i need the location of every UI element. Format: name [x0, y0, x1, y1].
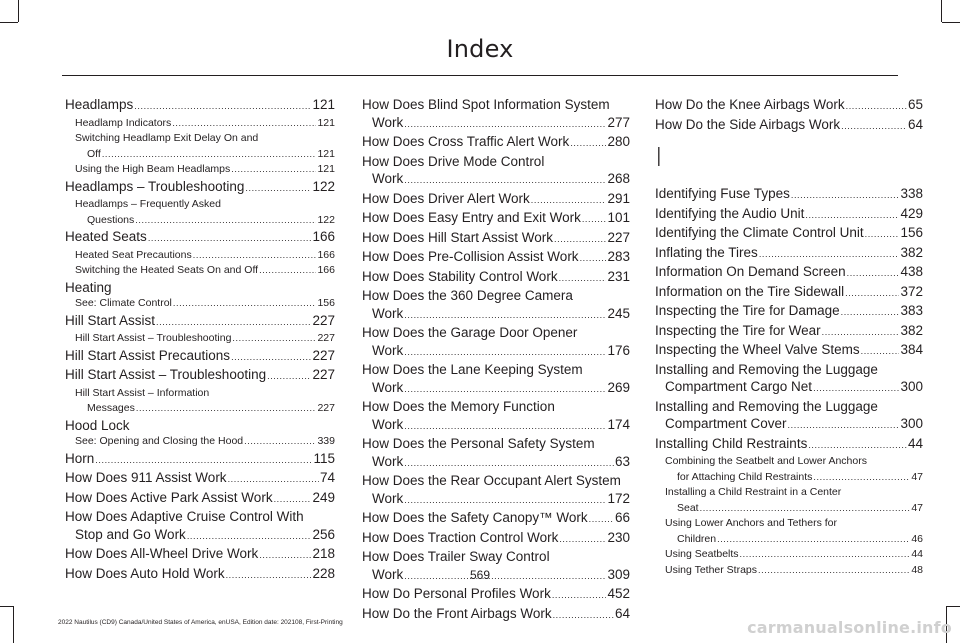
page-reference[interactable]: 291 — [607, 190, 630, 206]
index-entry[interactable] — [362, 229, 630, 249]
index-entry[interactable] — [65, 526, 335, 546]
index-subentry[interactable] — [65, 331, 335, 347]
index-entry-label: How Does Drive Mode Control — [362, 153, 545, 169]
index-subentry[interactable] — [655, 501, 923, 517]
index-entry[interactable] — [655, 415, 923, 435]
entry-text: How Does Easy Entry and Exit Work — [362, 210, 581, 225]
dot-leader — [805, 207, 899, 225]
index-entry-label: Heating — [65, 279, 112, 295]
page-reference[interactable]: 227 — [312, 347, 335, 363]
page-reference[interactable]: 156 — [317, 297, 335, 309]
page-reference[interactable]: 176 — [607, 342, 630, 358]
index-subentry-label: Hill Start Assist – Information — [75, 386, 210, 399]
page-reference[interactable]: 227 — [312, 367, 335, 382]
page-reference[interactable]: 121 — [317, 163, 335, 175]
dot-leader — [841, 304, 900, 322]
entry-text: Hill Start Assist – Troubleshooting — [65, 367, 267, 382]
entry-text: How Does 911 Assist Work — [65, 470, 227, 485]
index-subentry-label: Switching Headlamp Exit Delay On and — [75, 132, 259, 144]
dot-leader — [788, 417, 900, 435]
index-subentry[interactable] — [65, 147, 335, 163]
dot-leader — [822, 324, 900, 342]
index-entry[interactable] — [65, 178, 335, 198]
entry-text: Installing Child Restraints — [655, 435, 808, 451]
dot-leader — [156, 314, 311, 332]
index-entry-label: Installing and Removing the Luggage — [655, 398, 878, 414]
entry-text: Questions — [87, 213, 135, 226]
index-entry[interactable] — [362, 585, 630, 605]
index-entry[interactable] — [655, 378, 923, 398]
dot-leader — [172, 116, 316, 132]
index-entry[interactable] — [362, 605, 630, 625]
index-entry[interactable] — [65, 450, 335, 470]
index-entry[interactable] — [362, 209, 630, 229]
dot-leader — [404, 381, 606, 399]
entry-text: Using the High Beam Headlamps — [75, 163, 231, 175]
dot-leader — [173, 296, 317, 312]
index-subentry-label: Installing a Child Restraint in a Center — [665, 486, 842, 498]
page-reference[interactable]: 309 — [607, 566, 630, 582]
page-reference[interactable]: 228 — [312, 565, 335, 581]
page-reference[interactable]: 245 — [607, 305, 630, 321]
dot-leader — [589, 511, 614, 529]
crop-mark — [0, 606, 13, 607]
index-entry[interactable] — [362, 248, 630, 268]
entry-text: How Does All-Wheel Drive Work — [65, 546, 259, 561]
dot-leader — [193, 248, 317, 264]
dot-leader — [404, 418, 606, 436]
dot-leader — [404, 492, 606, 510]
page-reference[interactable]: 64 — [614, 605, 630, 621]
dot-leader — [404, 344, 606, 362]
entry-text: Work — [372, 379, 404, 395]
page-reference[interactable]: 268 — [607, 171, 630, 186]
dot-leader — [148, 230, 312, 248]
dot-leader — [580, 250, 607, 268]
index-subentry[interactable] — [65, 296, 335, 312]
page-reference[interactable]: 48 — [911, 563, 923, 576]
entry-text: Work — [372, 305, 404, 321]
dot-leader — [552, 587, 607, 605]
dot-leader — [228, 471, 319, 489]
entry-text: Inflating the Tires — [655, 244, 758, 260]
index-entry[interactable] — [362, 133, 630, 153]
index-entry-label: How Does the 360 Degree Camera — [362, 288, 573, 303]
page-reference[interactable]: 429 — [900, 205, 923, 221]
dot-leader — [847, 265, 900, 283]
index-entry[interactable] — [655, 205, 923, 225]
entry-text: Inspecting the Tire for Wear — [655, 322, 821, 338]
entry-text: Heated Seat Precautions — [75, 248, 192, 261]
dot-leader — [846, 98, 907, 116]
page-reference[interactable]: 122 — [312, 178, 335, 194]
index-entry[interactable] — [65, 228, 335, 248]
watermark: carmanualsonline.info — [747, 618, 952, 637]
page-reference[interactable]: 283 — [607, 249, 630, 264]
index-entry-label: How Does the Memory Function — [362, 399, 555, 414]
page-reference[interactable]: 74 — [319, 470, 335, 485]
dot-leader — [845, 285, 899, 303]
page-title: Index — [446, 35, 514, 63]
page-reference[interactable]: 65 — [907, 97, 923, 112]
page-reference[interactable]: 249 — [312, 489, 335, 505]
index-entry[interactable] — [362, 170, 630, 190]
index-entry[interactable] — [65, 469, 335, 489]
page-reference[interactable]: 101 — [607, 210, 630, 225]
header-rule — [62, 75, 898, 76]
footer-edition-info: 2022 Nautilus (CD9) Canada/United States of America, enUSA, Edition date: 202108, First-Printing — [58, 619, 343, 626]
page-reference[interactable]: 218 — [312, 546, 335, 561]
index-entry[interactable] — [362, 190, 630, 210]
dot-leader — [134, 98, 311, 116]
page-reference[interactable]: 156 — [900, 225, 923, 240]
entry-text: How Does Active Park Assist Work — [65, 489, 273, 505]
page-reference[interactable]: 66 — [614, 510, 630, 525]
page-reference[interactable]: 166 — [317, 264, 335, 276]
page-reference[interactable]: 338 — [900, 186, 923, 201]
page-reference[interactable]: 172 — [607, 490, 630, 506]
index-entry-label: How Does Adaptive Cruise Control With — [65, 509, 304, 524]
dot-leader — [404, 307, 606, 325]
index-entry-label: Installing and Removing the Luggage — [655, 361, 878, 377]
dot-leader — [865, 226, 900, 244]
entry-text: See: Climate Control — [75, 297, 172, 309]
dot-leader — [267, 368, 311, 386]
entry-text: How Does Cross Traffic Alert Work — [362, 134, 570, 149]
index-entry-label: How Does the Personal Safety System — [362, 436, 595, 451]
entry-text: Switching the Heated Seats On and Off — [75, 264, 259, 276]
page-reference[interactable]: 383 — [900, 303, 923, 318]
page-reference[interactable]: 256 — [312, 526, 335, 542]
entry-text: for Attaching Child Restraints — [677, 470, 813, 483]
index-entry[interactable] — [65, 312, 335, 332]
entry-text: Work — [372, 416, 404, 432]
index-entry[interactable] — [655, 116, 923, 136]
entry-text: Inspecting the Tire for Damage — [655, 303, 840, 318]
index-entry[interactable] — [655, 263, 923, 283]
page-reference[interactable]: 231 — [607, 268, 630, 284]
index-subentry-label: Combining the Seatbelt and Lower Anchors — [665, 455, 867, 467]
page-reference[interactable]: 382 — [900, 244, 923, 260]
index-entry[interactable] — [655, 435, 923, 455]
entry-text: Using Seatbelts — [665, 548, 739, 560]
page-reference[interactable]: 227 — [317, 402, 335, 414]
index-entry[interactable] — [362, 509, 630, 529]
index-entry[interactable] — [65, 366, 335, 386]
page-reference[interactable]: 269 — [607, 379, 630, 395]
index-subentry-label: Headlamps – Frequently Asked — [75, 198, 221, 210]
entry-text: Hill Start Assist Precautions — [65, 347, 231, 363]
dot-leader — [95, 452, 312, 470]
entry-text: Work — [372, 171, 404, 186]
index-entry-label: Hood Lock — [65, 417, 130, 433]
index-entry[interactable] — [65, 489, 335, 509]
entry-text: Headlamps – Troubleshooting — [65, 178, 245, 194]
entry-text: Information on the Tire Sidewall — [655, 283, 845, 299]
dot-leader — [259, 263, 316, 279]
entry-text: How Does Hill Start Assist Work — [362, 229, 554, 245]
page-reference[interactable]: 63 — [614, 453, 630, 469]
dot-leader — [404, 172, 606, 190]
index-subentry[interactable] — [65, 401, 335, 417]
index-entry[interactable] — [362, 114, 630, 134]
dot-leader — [582, 211, 607, 229]
crop-mark — [18, 0, 19, 22]
entry-text: Headlamp Indicators — [75, 116, 172, 129]
dot-leader — [570, 135, 606, 153]
index-subentry[interactable] — [65, 248, 335, 264]
entry-text: How Do the Front Airbags Work — [362, 605, 552, 621]
dot-leader — [554, 231, 606, 249]
index-entry[interactable] — [65, 347, 335, 367]
dot-leader — [841, 118, 907, 136]
index-entry[interactable] — [655, 96, 923, 116]
page-reference[interactable]: 300 — [900, 379, 923, 394]
page-reference[interactable]: 121 — [317, 116, 335, 129]
dot-leader — [135, 213, 316, 229]
page-reference[interactable]: 166 — [317, 248, 335, 261]
entry-text: How Do the Side Airbags Work — [655, 116, 841, 132]
entry-text: Stop and Go Work — [75, 526, 186, 542]
dot-leader — [404, 116, 606, 134]
entry-text: Identifying the Audio Unit — [655, 205, 805, 221]
index-entry[interactable] — [655, 322, 923, 342]
entry-text: Off — [87, 147, 101, 160]
crop-mark — [941, 0, 942, 22]
index-column-1 — [65, 96, 335, 584]
page-reference[interactable]: 372 — [900, 283, 923, 299]
index-subentry[interactable] — [65, 263, 335, 279]
dot-leader — [791, 187, 900, 205]
page-reference[interactable]: 384 — [900, 342, 923, 357]
entry-text: Identifying Fuse Types — [655, 186, 790, 201]
entry-text: Hill Start Assist – Troubleshooting — [75, 332, 232, 344]
crop-mark — [0, 22, 18, 23]
dot-leader — [553, 607, 614, 625]
index-entry-label: How Does Blind Spot Information System — [362, 97, 610, 112]
page-reference[interactable]: 46 — [911, 532, 923, 545]
page-reference[interactable]: 122 — [317, 213, 335, 226]
index-entry-label: How Does the Garage Door Opener — [362, 325, 578, 340]
page-reference[interactable]: 174 — [607, 416, 630, 432]
page-reference[interactable]: 339 — [317, 435, 335, 447]
index-column-3 — [655, 96, 923, 578]
page-reference[interactable]: 121 — [317, 147, 335, 160]
entry-text: How Does Pre-Collision Assist Work — [362, 249, 579, 264]
index-entry[interactable] — [362, 490, 630, 510]
page-number: 569 — [469, 568, 491, 582]
dot-leader — [531, 192, 607, 210]
index-subentry[interactable] — [65, 213, 335, 229]
dot-leader — [231, 162, 316, 178]
dot-leader — [759, 246, 900, 264]
entry-text: How Does Auto Hold Work — [65, 565, 225, 581]
index-subentry[interactable] — [655, 470, 923, 486]
entry-text: Seat — [677, 501, 699, 514]
entry-text: Inspecting the Wheel Valve Stems — [655, 342, 860, 357]
entry-text: Work — [372, 114, 404, 130]
dot-leader — [813, 470, 910, 486]
page-reference[interactable]: 227 — [312, 312, 335, 328]
index-entry-label: How Does Trailer Sway Control — [362, 549, 550, 564]
index-subentry[interactable] — [65, 162, 335, 178]
entry-text: Children — [677, 532, 717, 545]
page-reference[interactable]: 277 — [607, 114, 630, 130]
dot-leader — [740, 547, 911, 563]
entry-text: Work — [372, 342, 404, 358]
entry-text: Headlamps — [65, 97, 134, 112]
page-reference[interactable]: 44 — [911, 548, 923, 560]
dot-leader — [404, 455, 614, 473]
entry-text: How Do the Knee Airbags Work — [655, 97, 845, 112]
entry-text: Heated Seats — [65, 229, 147, 244]
dot-leader — [559, 531, 606, 549]
dot-leader — [187, 528, 312, 546]
page-reference[interactable]: 44 — [907, 435, 923, 451]
index-subentry[interactable] — [65, 434, 335, 450]
entry-text: Work — [372, 490, 404, 506]
page-reference[interactable]: 300 — [900, 416, 923, 431]
index-subentry-label: Using Lower Anchors and Tethers for — [665, 517, 837, 529]
entry-text: Using Tether Straps — [665, 563, 758, 576]
index-entry[interactable] — [362, 342, 630, 362]
page-reference[interactable]: 382 — [900, 322, 923, 338]
index-column-2 — [362, 96, 630, 624]
entry-text: Messages — [87, 402, 135, 414]
index-subentry[interactable] — [655, 547, 923, 563]
page-reference[interactable]: 121 — [312, 97, 335, 112]
entry-text: How Do Personal Profiles Work — [362, 586, 551, 601]
index-entry[interactable] — [362, 453, 630, 473]
page-reference[interactable]: 438 — [900, 264, 923, 279]
entry-text: How Does Driver Alert Work — [362, 190, 530, 206]
index-entry[interactable] — [362, 305, 630, 325]
crop-mark — [942, 22, 960, 23]
dot-leader — [231, 349, 311, 367]
page-reference[interactable]: 452 — [607, 586, 630, 601]
dot-leader — [274, 491, 312, 509]
index-entry[interactable] — [65, 96, 335, 116]
index-entry-label: How Does the Lane Keeping System — [362, 362, 583, 377]
entry-text: Work — [372, 453, 404, 469]
page-reference[interactable]: 47 — [911, 501, 923, 514]
section-letter: I — [655, 143, 663, 173]
crop-mark — [947, 606, 960, 607]
dot-leader — [808, 437, 907, 455]
entry-text: How Does Stability Control Work — [362, 268, 558, 284]
index-entry[interactable] — [655, 185, 923, 205]
index-entry[interactable] — [655, 341, 923, 361]
dot-leader — [813, 380, 899, 398]
page-reference[interactable]: 166 — [312, 229, 335, 244]
entry-text: How Does the Safety Canopy™ Work — [362, 510, 588, 525]
page-reference[interactable]: 64 — [907, 116, 923, 132]
index-entry[interactable] — [362, 268, 630, 288]
entry-text: Information On Demand Screen — [655, 264, 846, 279]
entry-text: Compartment Cargo Net — [665, 379, 813, 394]
entry-text: Hill Start Assist — [65, 312, 156, 328]
index-entry-label: How Does the Rear Occupant Alert System — [362, 473, 621, 488]
entry-text: Work — [372, 566, 404, 582]
crop-mark — [13, 606, 14, 643]
dot-leader — [136, 401, 317, 417]
index-entry[interactable] — [362, 416, 630, 436]
dot-leader — [259, 547, 311, 565]
entry-text: How Does Traction Control Work — [362, 529, 559, 545]
dot-leader — [102, 147, 317, 163]
entry-text: Identifying the Climate Control Unit — [655, 225, 864, 240]
page-reference[interactable]: 115 — [313, 450, 335, 466]
entry-text: Compartment Cover — [665, 416, 787, 431]
dot-leader — [559, 270, 607, 288]
index-subentry[interactable] — [655, 532, 923, 548]
dot-leader — [717, 532, 910, 548]
index-entry[interactable] — [362, 529, 630, 549]
index-entry[interactable] — [655, 244, 923, 264]
page-reference[interactable]: 230 — [607, 529, 630, 545]
dot-leader — [245, 180, 311, 198]
index-entry[interactable] — [655, 283, 923, 303]
entry-text: See: Opening and Closing the Hood — [75, 435, 244, 447]
entry-text: Horn — [65, 450, 95, 466]
dot-leader — [861, 343, 900, 361]
index-subentry[interactable] — [65, 116, 335, 132]
index-entry[interactable] — [655, 302, 923, 322]
index-entry[interactable] — [655, 224, 923, 244]
page-reference[interactable]: 227 — [317, 332, 335, 344]
dot-leader — [232, 331, 316, 347]
page-reference[interactable]: 47 — [911, 470, 923, 483]
dot-leader — [244, 434, 316, 450]
page-reference[interactable]: 227 — [607, 229, 630, 245]
index-entry[interactable] — [65, 545, 335, 565]
dot-leader — [700, 501, 911, 517]
index-entry[interactable] — [362, 379, 630, 399]
page-reference[interactable]: 280 — [607, 134, 630, 149]
